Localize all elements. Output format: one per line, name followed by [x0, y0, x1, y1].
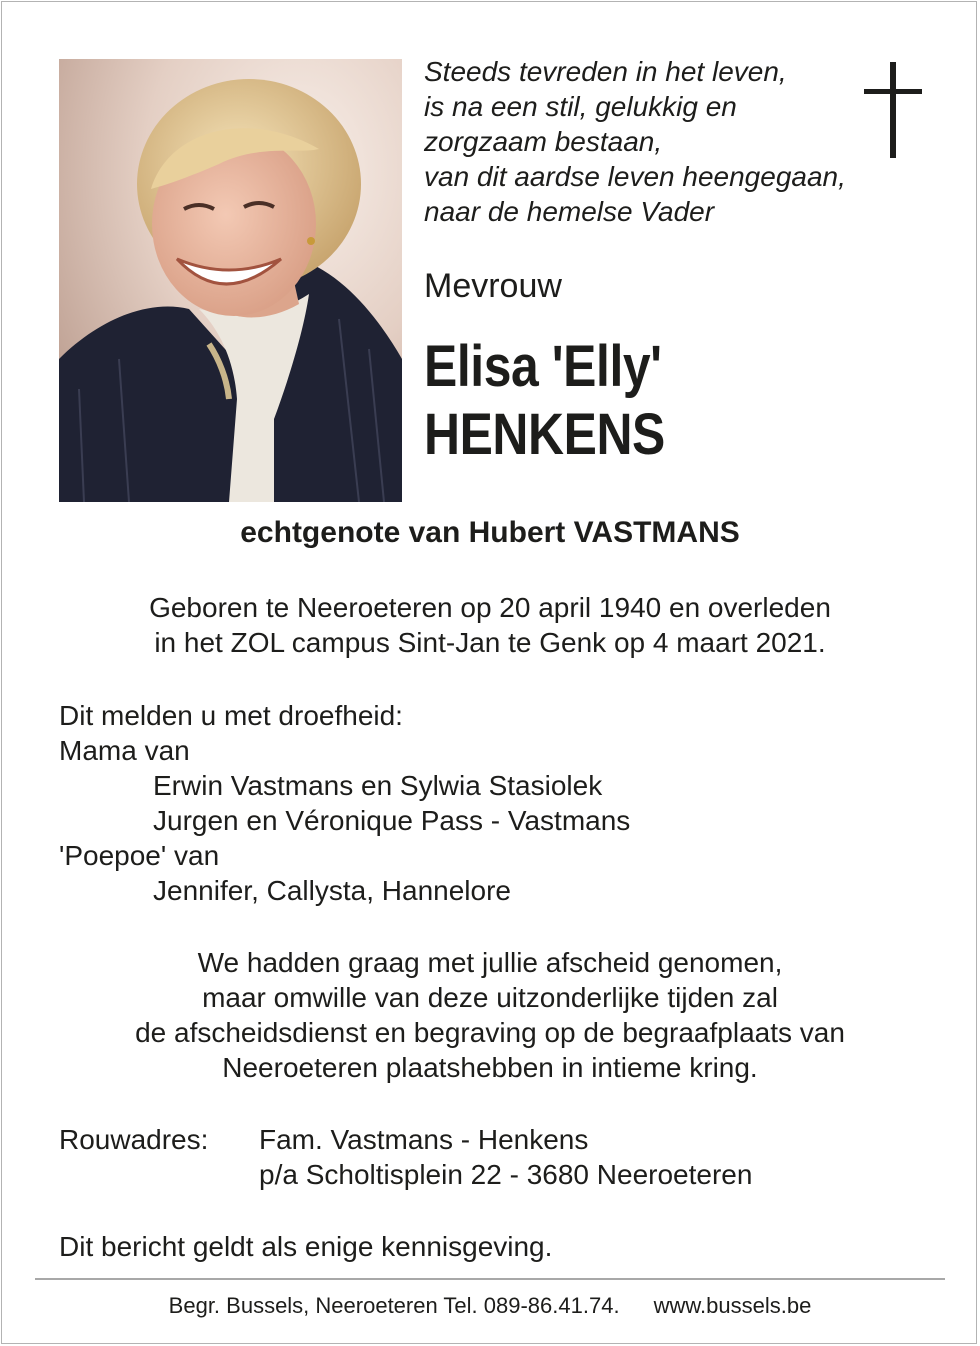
first-name: Elisa 'Elly'	[424, 334, 662, 399]
website-link[interactable]: www.bussels.be	[653, 1293, 812, 1318]
mourning-address	[59, 1122, 939, 1192]
poem-line: Steeds tevreden in het leven,	[424, 56, 787, 87]
cross-icon	[864, 62, 922, 158]
address-label: Rouwadres:	[59, 1124, 209, 1155]
poem-line: naar de hemelse Vader	[424, 196, 715, 227]
memorial-poem	[424, 54, 894, 229]
notice-line: de afscheidsdienst en begraving op de begraafplaats van	[135, 1017, 845, 1048]
mother-of-label: Mama van	[59, 735, 190, 766]
ceremony-notice	[0, 945, 980, 1085]
address-family: Fam. Vastmans - Henkens	[259, 1124, 589, 1155]
spouse-line: echtgenote van Hubert VASTMANS	[240, 516, 740, 549]
poem-line: zorgzaam bestaan,	[424, 126, 663, 157]
footer	[0, 1292, 980, 1320]
birth-death-details	[0, 590, 980, 660]
footer-divider	[35, 1278, 945, 1280]
address-street: p/a Scholtisplein 22 - 3680 Neeroeteren	[259, 1159, 753, 1190]
deceased-name	[424, 333, 665, 469]
honorific: Mevrouw	[424, 267, 562, 305]
portrait-photo	[59, 59, 402, 502]
grandchildren-entry: Jennifer, Callysta, Hannelore	[153, 875, 511, 906]
notice-line: maar omwille van deze uitzonderlijke tijden zal	[202, 982, 778, 1013]
undertaker-info: Begr. Bussels, Neeroeteren Tel. 089-86.41.74.	[168, 1293, 620, 1318]
poem-line: van dit aardse leven heengegaan,	[424, 161, 846, 192]
last-name: HENKENS	[424, 402, 665, 467]
grandmother-label: 'Poepoe' van	[59, 840, 220, 871]
death-line: in het ZOL campus Sint-Jan te Genk op 4 maart 2021.	[154, 627, 826, 658]
family-section	[59, 698, 939, 908]
birth-line: Geboren te Neeroeteren op 20 april 1940 en overleden	[149, 592, 831, 623]
closing-statement: Dit bericht geldt als enige kennisgeving.	[59, 1231, 553, 1262]
notice-line: Neeroeteren plaatshebben in intieme kring.	[222, 1052, 758, 1083]
poem-line: is na een stil, gelukkig en	[424, 91, 737, 122]
child-entry: Jurgen en Véronique Pass - Vastmans	[153, 805, 631, 836]
notice-line: We hadden graag met jullie afscheid genomen,	[197, 947, 783, 978]
family-intro: Dit melden u met droefheid:	[59, 700, 403, 731]
child-entry: Erwin Vastmans en Sylwia Stasiolek	[153, 770, 603, 801]
